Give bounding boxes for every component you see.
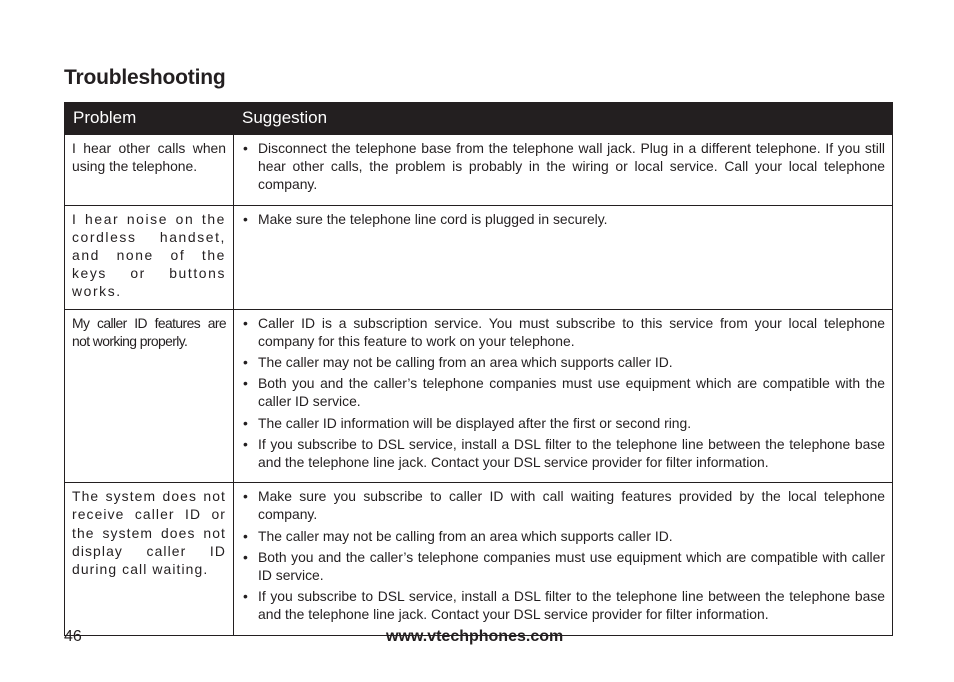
suggestion-text: The caller ID information will be displayed after the first or second ring. <box>258 414 692 431</box>
suggestion-item <box>241 314 885 350</box>
suggestion-text: The caller may not be calling from an area which supports caller ID. <box>258 354 673 371</box>
suggestion-list <box>241 487 885 623</box>
suggestion-item <box>241 353 885 371</box>
suggestion-text: Make sure the telephone line cord is plugged in securely. <box>258 210 608 227</box>
suggestion-list <box>241 139 885 194</box>
bullet-icon: • <box>243 527 248 544</box>
table-row <box>65 309 893 483</box>
suggestion-text: Disconnect the telephone base from the telephone wall jack. Plug in a different telephone. If you still hear other calls, the problem is probably in the wiring or local service. Call your local telephone company. <box>258 140 885 193</box>
bullet-icon: • <box>243 314 248 331</box>
table-header-row <box>65 103 893 135</box>
bullet-icon: • <box>243 435 248 452</box>
table-row <box>65 483 893 635</box>
suggestion-item <box>241 527 885 545</box>
suggestion-text: Both you and the caller’s telephone companies must use equipment which are compatible with the caller ID service. <box>258 375 885 410</box>
problem-text: The system does not receive caller ID or the system does not display caller ID during call waiting. <box>72 488 226 578</box>
suggestion-text: If you subscribe to DSL service, install a DSL filter to the telephone line between the telephone base and the telephone line jack. Contact your DSL service provider for filter information. <box>258 588 885 623</box>
bullet-icon: • <box>243 140 248 156</box>
bullet-icon: • <box>243 588 248 605</box>
problem-column-header: Problem <box>65 103 234 135</box>
bullet-icon: • <box>243 414 248 431</box>
problem-text: I hear noise on the cordless handset, and none of the keys or buttons works. <box>72 210 226 300</box>
suggestion-item <box>241 587 885 623</box>
footer-url: www.vtechphones.com <box>386 628 564 645</box>
suggestion-cell <box>234 309 893 483</box>
suggestion-list <box>241 314 885 472</box>
problem-text: My caller ID features are not working properly. <box>72 314 226 349</box>
bullet-icon: • <box>243 375 248 392</box>
bullet-icon: • <box>243 210 248 227</box>
problem-cell <box>65 205 234 309</box>
suggestion-item <box>241 374 885 410</box>
suggestion-item <box>241 548 885 584</box>
problem-cell <box>65 309 234 483</box>
suggestion-cell <box>234 483 893 635</box>
problem-text: I hear other calls when using the telephone. <box>72 140 226 175</box>
suggestion-cell <box>234 205 893 309</box>
suggestion-item <box>241 210 885 228</box>
suggestion-text: Caller ID is a subscription service. You must subscribe to this service from your local telephone company for this feature to work on your telephone. <box>258 314 885 349</box>
problem-cell <box>65 483 234 635</box>
suggestion-item <box>241 487 885 523</box>
troubleshooting-table <box>64 102 893 636</box>
table-row <box>65 135 893 206</box>
page-title: Troubleshooting <box>64 66 226 89</box>
suggestion-column-header: Suggestion <box>234 103 893 135</box>
suggestion-text: If you subscribe to DSL service, install a DSL filter to the telephone line between the telephone base and the telephone line jack. Contact your DSL service provider for filter information. <box>258 435 885 471</box>
page-number: 46 <box>64 628 82 645</box>
suggestion-cell <box>234 135 893 206</box>
bullet-icon: • <box>243 548 248 565</box>
bullet-icon: • <box>243 488 248 505</box>
suggestion-text: The caller may not be calling from an area which supports caller ID. <box>258 527 673 544</box>
suggestion-item <box>241 414 885 432</box>
suggestion-text: Both you and the caller’s telephone companies must use equipment which are compatible with caller ID service. <box>258 548 885 584</box>
suggestion-list <box>241 210 885 228</box>
problem-cell <box>65 135 234 206</box>
table-row <box>65 205 893 309</box>
bullet-icon: • <box>243 354 248 371</box>
suggestion-text: Make sure you subscribe to caller ID with call waiting features provided by the local telephone company. <box>258 488 885 523</box>
suggestion-item <box>241 435 885 471</box>
suggestion-item <box>241 139 885 194</box>
